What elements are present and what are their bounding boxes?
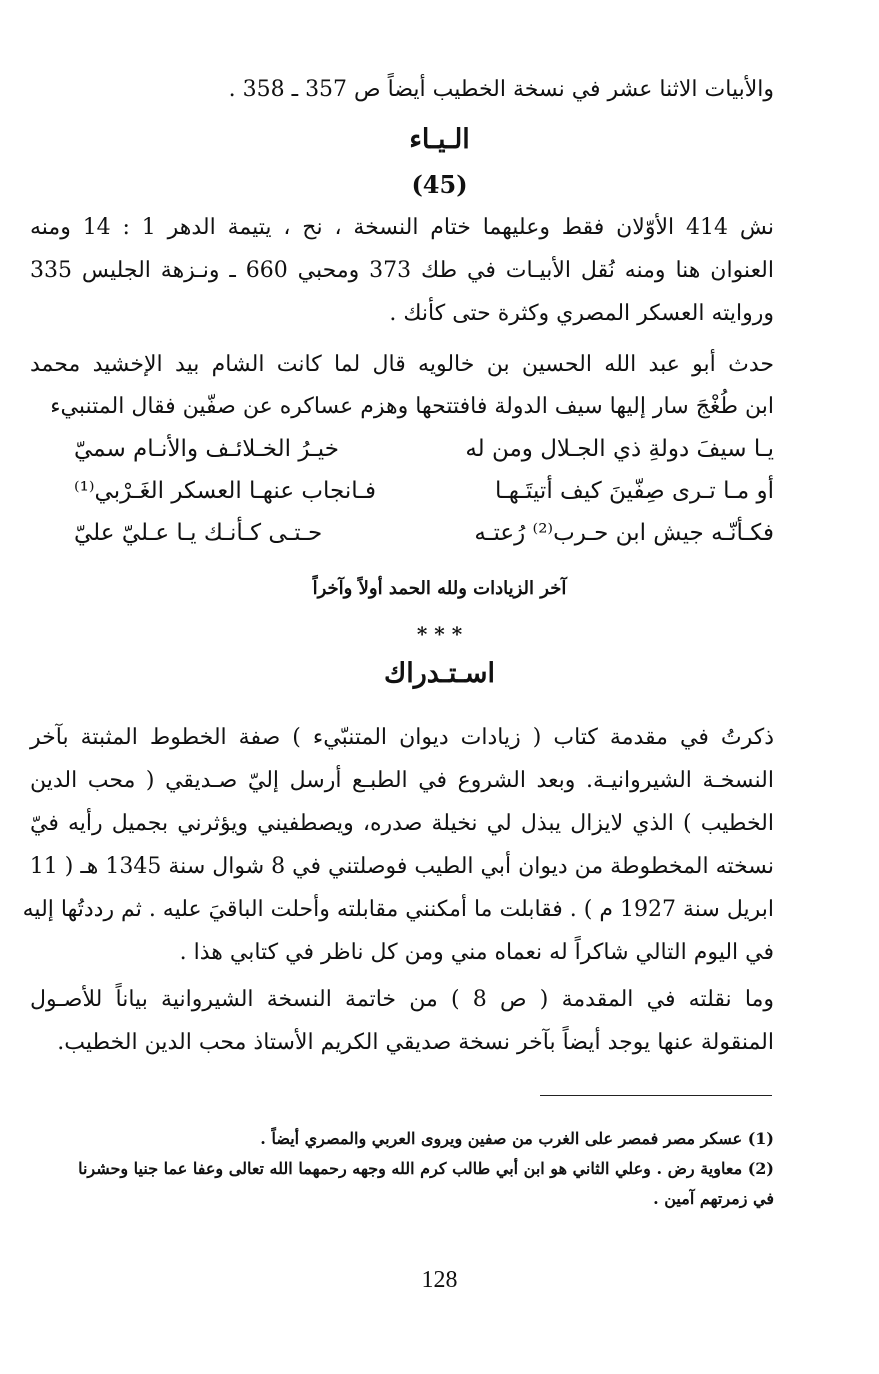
verse-first-hemistich: أو مـا تـرى صِفّينَ كيف أتيتَـهـا: [494, 478, 774, 504]
paragraph-line: المنقولة عنها يوجد أيضاً بآخر نسخة صديقي الكريم الأستاذ محب الدين الخطيب.: [57, 1030, 774, 1055]
separator: * * *: [416, 622, 463, 646]
narration-line: ابن طُغْجَ سار إليها سيف الدولة فافتتحها وهزم عساكره عن صفّين فقال المتنبيء: [50, 394, 774, 419]
verse-first-hemistich: فكـأنّـه جيش ابن حـرب⁽²⁾ رُعتـه: [474, 520, 774, 546]
footnote: في زمرتهم آمين .: [653, 1189, 774, 1208]
paragraph-line: وما نقلته في المقدمة ( ص 8 ) من خاتمة النسخة الشيروانية بياناً للأصـول: [30, 987, 774, 1012]
paragraph-line: ذكرتُ في مقدمة كتاب ( زيادات ديوان المتنبّيء ) صفة الخطوط المثبتة بآخر: [30, 725, 774, 750]
section-title: الـيـاء: [409, 124, 470, 155]
verse-second-hemistich: فـانجاب عنهـا العسكر الغَـرْبي⁽¹⁾: [74, 478, 377, 504]
footnote: (2) معاوية رض . وعلي الثاني هو ابن أبي طالب كرم الله وجهه رحمهما الله تعالى وعفا عما جنيا وحشرنا: [78, 1159, 774, 1178]
verse-first-hemistich: يـا سيفَ دولةِ ذي الجـلال ومن له: [465, 436, 774, 462]
verse-row: [74, 520, 774, 556]
narration-line: حدث أبو عبد الله الحسين بن خالويه قال لما كانت الشام بيد الإخشيد محمد: [30, 352, 774, 377]
paragraph-line: نسخته المخطوطة من ديوان أبي الطيب فوصلتني في 8 شوال سنة 1345 هـ ( 11: [29, 854, 774, 879]
footnote: (1) عسكر مصر فمصر على الغرب من صفين ويروى العربي والمصري أيضاً .: [260, 1129, 774, 1148]
footnote-rule: [540, 1095, 772, 1096]
paragraph-line: ابريل سنة 1927 م ) . فقابلت ما أمكنني مقابلته وأحلت الباقيَ عليه . ثم رددتُها إليه: [22, 897, 774, 922]
intro-line: العنوان هنا ومنه نُقل الأبيـات في طك 373 ومحبي 660 ـ ونـزهة الجليس 335: [30, 258, 774, 283]
verse-second-hemistich: خيـرُ الخـلائـف والأنـام سميّ: [74, 436, 339, 462]
poem-number: (45): [411, 170, 468, 199]
verse-row: [74, 478, 774, 514]
paragraph-line: الخطيب ) الذي لايزال يبذل لي نخيلة صدره، ويصطفيني ويؤثرني بجميل رأيه فيّ: [30, 811, 774, 836]
intro-line: نش 414 الأوّلان فقط وعليهما ختام النسخة ، نح ، يتيمة الدهر 1 : 14 ومنه: [30, 215, 774, 240]
intro-line: وروايته العسكر المصري وكثرة حتى كأنك .: [389, 301, 774, 326]
paragraph-line: النسخـة الشيروانيـة. وبعد الشروع في الطبـع أرسل إليّ صـديقي ( محب الدين: [30, 768, 774, 793]
verse-second-hemistich: حـتـى كـأنـك يـا عـليّ عليّ: [74, 520, 323, 546]
page-number: 128: [421, 1267, 458, 1293]
addendum-title: اسـتـدراك: [383, 658, 496, 689]
continuation-line: والأبيات الاثنا عشر في نسخة الخطيب أيضاً ص 357 ـ 358 .: [228, 77, 774, 102]
paragraph-line: في اليوم التالي شاكراً له نعماه مني ومن كل ناظر في كتابي هذا .: [179, 940, 774, 965]
closing-note: آخر الزيادات ولله الحمد أولاً وآخراً: [312, 578, 567, 599]
verse-row: [74, 436, 774, 472]
